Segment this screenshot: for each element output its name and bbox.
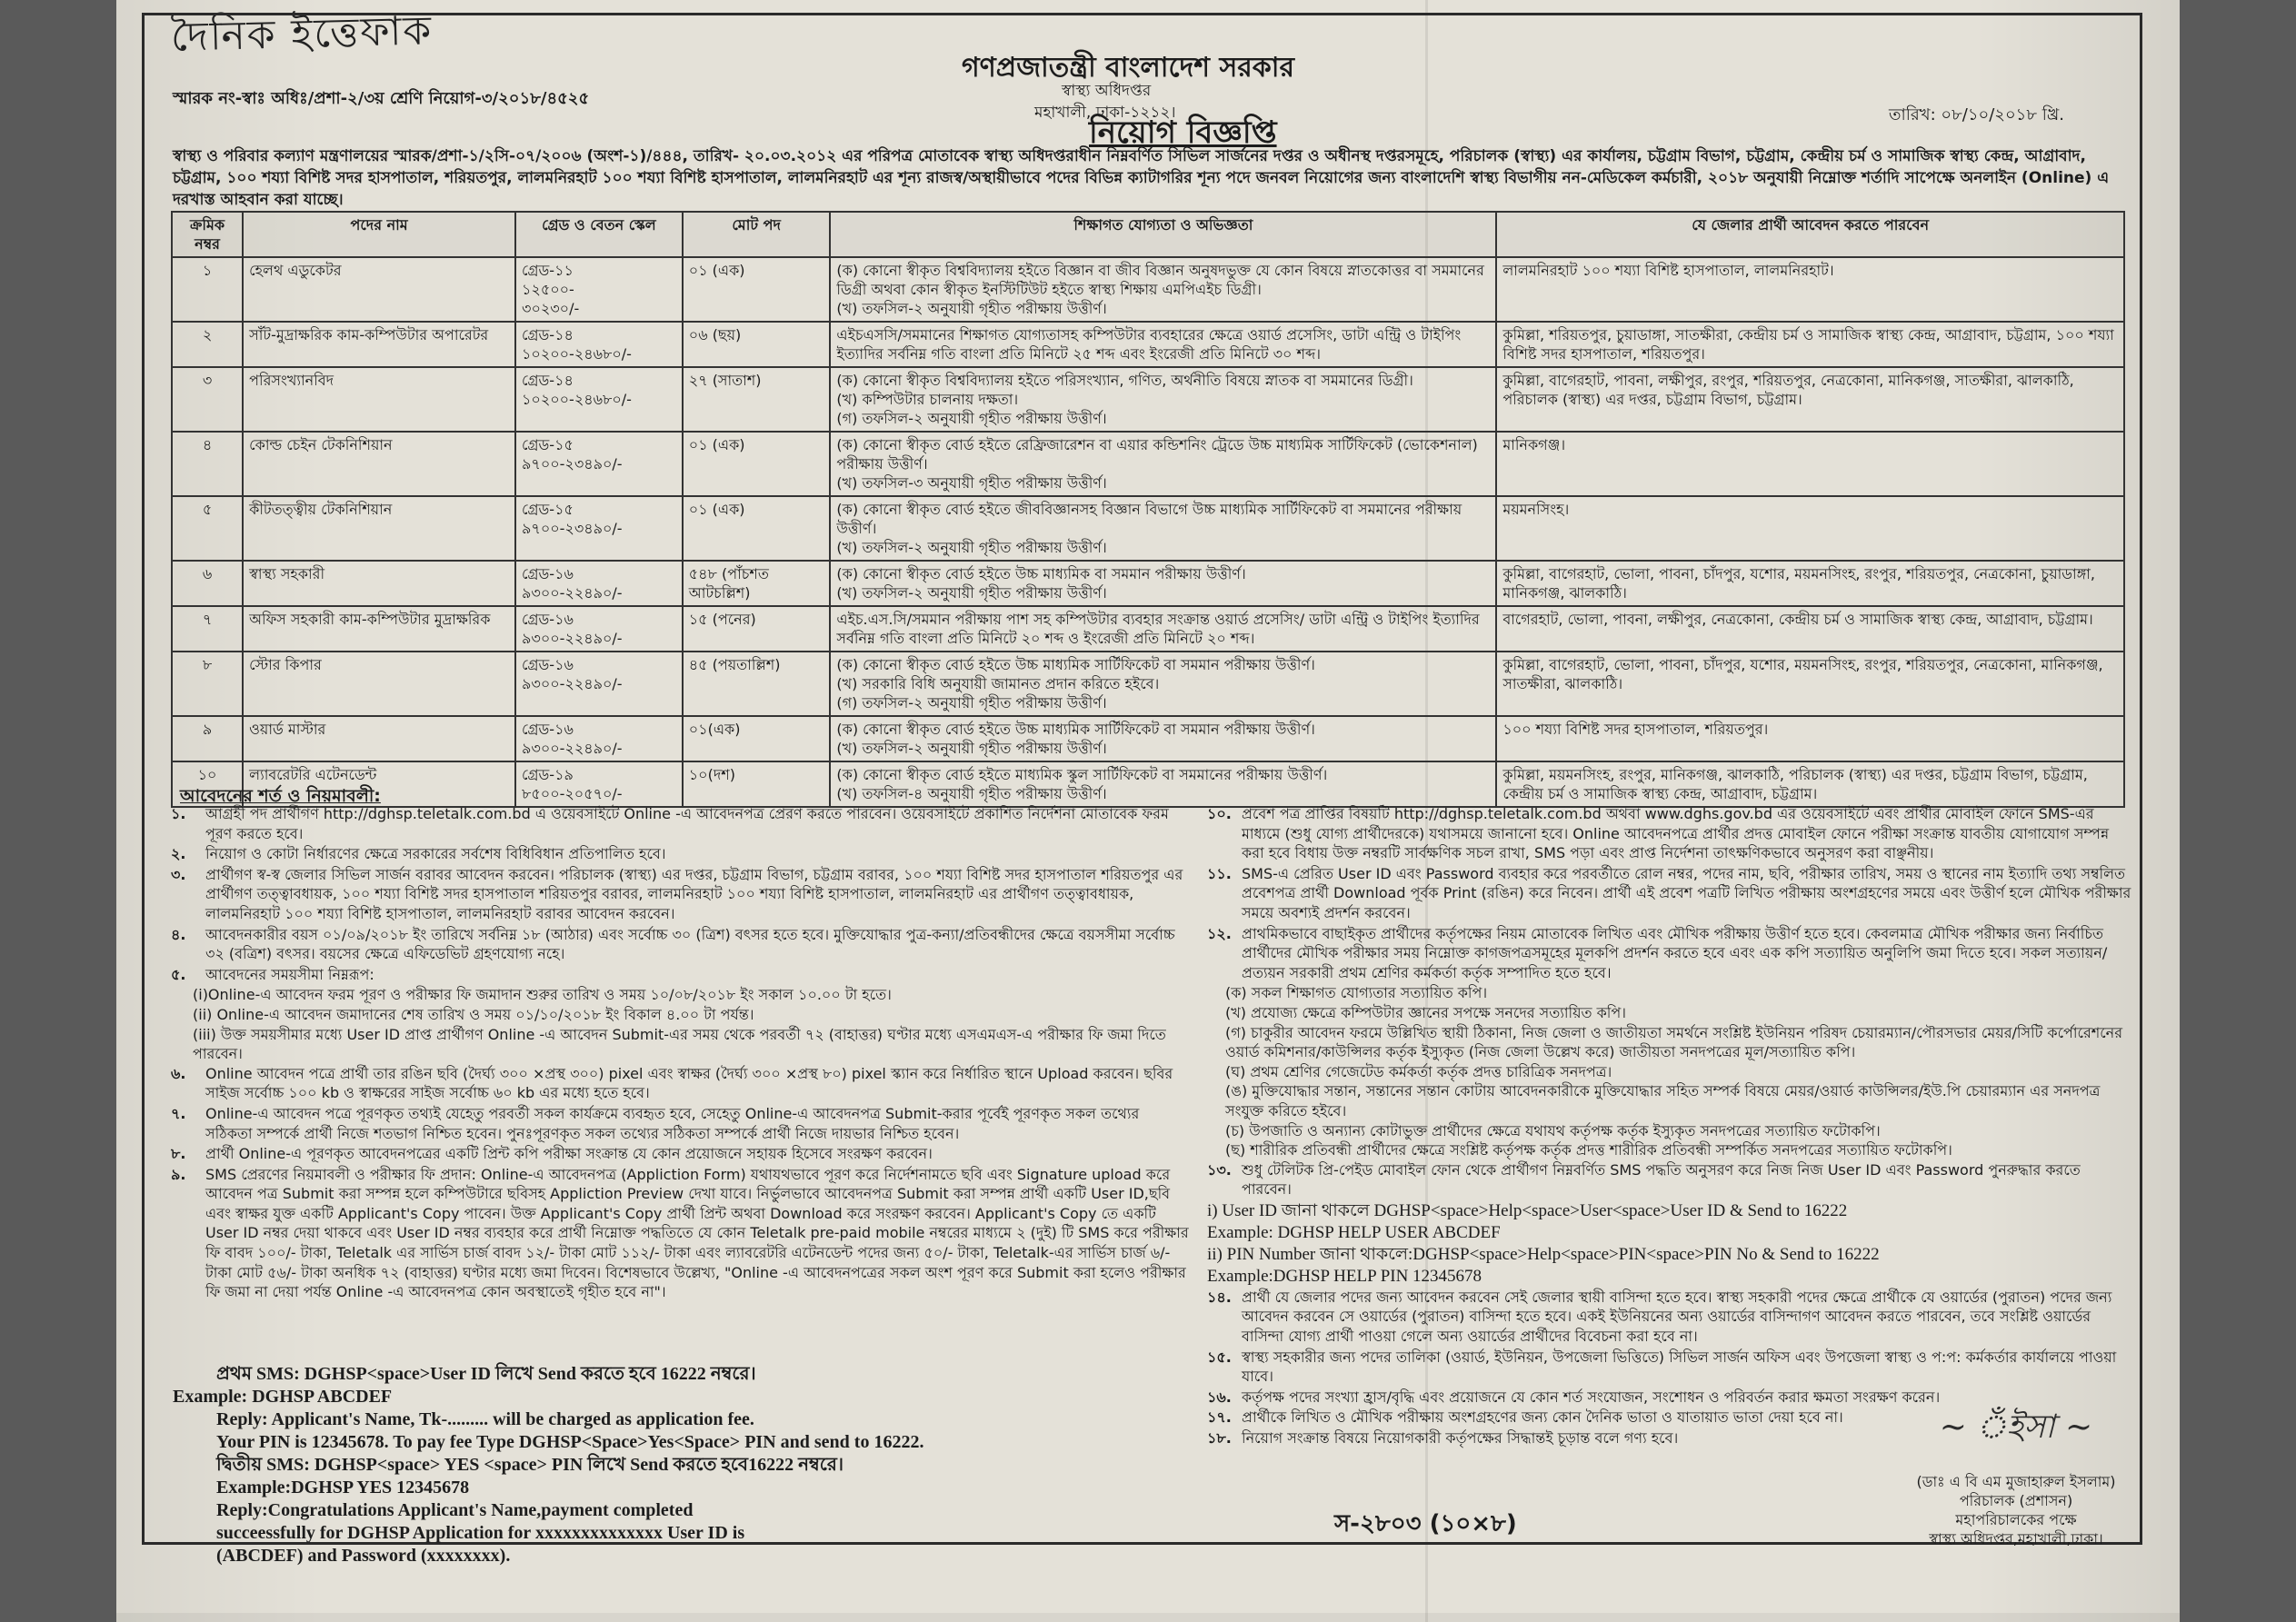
clause-number: ৩. [171, 865, 186, 883]
password-recovery-lines [1207, 1200, 2134, 1288]
sms-first: প্রথম SMS: DGHSP<space>User ID লিখে Send করতে হবে 16222 নম্বরে। [216, 1364, 756, 1384]
clause-number: ১৩. [1207, 1160, 1232, 1179]
clause-text: প্রার্থী যে জেলার পদের জন্য আবেদন করবেন সেই জেলার স্থায়ী বাসিন্দা হতে হবে। স্বাস্থ্য সহকারী পদের ক্ষেত্রে প্রার্থীকে যে ওয়ার্ডের (পুরাতন) পদের জন্য আবেদন করবেন সে ওয়ার্ডের (পুরাতন) বাসিন্দা হতে হবে। একই ইউনিয়নের অন্য ওয়ার্ডের বাসিন্দাগণ আবেদন করতে পারবেন, তবে সংশ্লিষ্ট ওয়ার্ডের বাসিন্দা যোগ্য প্রার্থী পাওয়া গেলে অন্য ওয়ার্ডের প্রার্থীদের বিবেচনা করা হবে না। [1242, 1288, 2112, 1346]
department-name: স্বাস্থ্য অধিদপ্তর [1062, 82, 1152, 100]
row-districts: কুমিল্লা, শরিয়তপুর, চুয়াডাঙ্গা, সাতক্ষীরা, কেন্দ্রীয় চর্ম ও সামাজিক স্বাস্থ্য কেন্দ্র, আগ্রাবাদ, চট্টগ্রাম, ১০০ শয্যা বিশিষ্ট সদর হাসপাতাল, শরিয়তপুর। [1496, 322, 2124, 367]
right-clauses [1207, 804, 2134, 982]
row-serial: ৯ [172, 716, 243, 761]
table-row [172, 432, 2124, 496]
sms-example-2: Example:DGHSP YES 12345678 [216, 1478, 470, 1498]
left-clauses-2 [171, 1064, 1189, 1302]
document-item: (ঙ) মুক্তিযোদ্ধার সন্তান, সন্তানের সন্তান কোটায় আবেদনকারীকে মুক্তিযোদ্ধার সহিত সম্পর্ক বিষয়ে মেয়র/ওয়ার্ড কাউন্সিলর/ইউ.পি চেয়ারম্যান এর সনদপত্র সংযুক্ত করিতে হইবে। [1225, 1082, 2101, 1119]
qualification-line: এইচএসসি/সমমানের শিক্ষাগত যোগ্যতাসহ কম্পিউটার ব্যবহারের ক্ষেত্রে ওয়ার্ড প্রসেসিং, ডাটা এন্ট্রি ও টাইপিং ইত্যাদির সর্বনিম্ন গতি বাংলা প্রতি মিনিটে ২৫ শব্দ এবং ইংরেজী প্রতি মিনিটে ৩০ শব্দ। [836, 326, 1462, 363]
clause-text: Online-এ আবেদন পত্রে পূরণকৃত তথ্যই যেহেতু পরবর্তী সকল কার্যক্রমে ব্যবহৃত হবে, সেহেতু Online-এ আবেদনপত্র Submit-করার পূর্বেই পূরণকৃত সকল তথ্যের সঠিকতা সম্পর্কে প্রার্থী নিজে শতভাগ নিশ্চিত হবেন। পুনঃপূরণকৃত সকল তথ্যের সঠিকতা সম্পর্কে প্রার্থী নিজে দায়ভার নিশ্চিত হবেন। [205, 1104, 1140, 1142]
sms-second: দ্বিতীয় SMS: DGHSP<space> YES <space> PIN লিখে Send করতে হবে16222 নম্বরে। [216, 1455, 844, 1475]
clause-number: ১২. [1207, 924, 1232, 942]
clause-number: ১১. [1207, 864, 1232, 882]
pay-scale-line: ৯৩০০-২২৪৯০/- [522, 740, 623, 757]
row-post-count: ১৫ (পনের) [683, 606, 831, 652]
pay-scale-line: গ্রেড-১৯ [522, 766, 574, 783]
signature-mark: ~ ঁইসা ~ [1939, 1408, 2093, 1446]
row-pay-scale [515, 761, 683, 807]
row-post-name: ল্যাবরেটরি এটেনডেন্ট [243, 761, 515, 807]
clause-number: ১. [171, 805, 186, 822]
qualification-line: (ক) কোনো স্বীকৃত বিশ্ববিদ্যালয় হইতে বিজ্ঞান বা জীব বিজ্ঞান অনুষদভুক্ত যে কোন বিষয়ে স্নাতকোত্তর বা সমমানের ডিগ্রী অথবা কোন স্বীকৃত ইনস্টিটিউট হইতে স্বাস্থ্য শিক্ষায় এমপিএইচ ডিগ্রী। [836, 262, 1484, 298]
clause-text: Online আবেদন পত্রে প্রার্থী তার রঙিন ছবি (দৈর্ঘ্য ৩০০ ×প্রস্থ ৩০০) pixel এবং স্বাক্ষর (দৈর্ঘ্য ৩০০ ×প্রস্থ ৮০) pixel স্ক্যান করে নির্ধারিত স্থানে Upload করবেন। ছবির সাইজ সর্বোচ্চ ১০০ kb ও স্বাক্ষরের সাইজ সর্বোচ্চ ৬০ kb এর মধ্যে হতে হবে। [205, 1064, 1173, 1102]
row-pay-scale [515, 432, 683, 496]
clause-text: আবেদনকারীর বয়স ০১/০৯/২০১৮ ইং তারিখে সর্বনিম্ন ১৮ (আঠার) এবং সর্বোচ্চ ৩০ (ত্রিশ) বৎসর হতে হবে। মুক্তিযোদ্ধার পুত্র-কন্যা/প্রতিবন্ধীদের ক্ষেত্রে বয়সসীমা সর্বোচ্চ ৩২ (বত্রিশ) বৎসর। বয়সের ক্ষেত্রে এফিডেভিট গ্রহণযোগ্য নহে। [205, 925, 1175, 963]
clause-number: ১৫. [1207, 1348, 1232, 1366]
condition-clause [1207, 1288, 2134, 1347]
condition-clause [1207, 864, 2134, 923]
conditions-title: আবেদনের শর্ত ও নিয়মাবলী: [180, 786, 381, 806]
condition-clause [171, 1165, 1189, 1302]
pay-scale-line: ৯৭০০-২৩৪৯০/- [522, 520, 623, 537]
condition-clause [1207, 1160, 2134, 1199]
clause-text: প্রার্থীকে লিখিত ও মৌখিক পরীক্ষায় অংশগ্রহণের জন্য কোন দৈনিক ভাতা ও যাতায়াত ভাতা দেয়া হবে না। [1242, 1408, 1843, 1427]
row-pay-scale [515, 606, 683, 652]
signatory-name: (ডাঃ এ বি এম মুজাহারুল ইসলাম) [1916, 1473, 2116, 1490]
qualification-line: (গ) তফসিল-২ অনুযায়ী গৃহীত পরীক্ষায় উত্তীর্ণ। [836, 410, 1107, 427]
qualification-line: (খ) তফসিল-২ অনুযায়ী গৃহীত পরীক্ষায় উত্তীর্ণ। [836, 740, 1107, 757]
table-row [172, 322, 2124, 367]
pay-scale-line: ৮৫০০-২০৫৭০/- [522, 785, 623, 802]
col-post-name: পদের নাম [243, 212, 515, 257]
sms-reply-2c: (ABCDEF) and Password (xxxxxxxx). [216, 1546, 511, 1566]
pay-scale-line: ১০২০০-২৪৬৮০/- [522, 391, 632, 408]
clause-text: প্রাথমিকভাবে বাছাইকৃত প্রার্থীদের কর্তৃপক্ষের নিয়ম মোতাবেক লিখিত এবং মৌখিক পরীক্ষায় উত্তীর্ণ হতে হবে। কেবলমাত্র মৌখিক পরীক্ষার জন্য নির্বাচিত প্রার্থীদের মৌখিক পরীক্ষার সময় নিম্নোক্ত কাগজপত্রসমূহের মূলকপি প্রদর্শন করতে হবে এবং এক কপি সত্যায়িত অনুলিপি জমা দিতে হবে। সকল সত্যায়ন/প্রত্যয়ন সরকারী প্রথম শ্রেণির কর্মকর্তা কর্তৃক সম্পাদিত হতে হবে। [1242, 924, 2108, 981]
clause-text: আবেদনের সময়সীমা নিম্নরূপ: [205, 965, 374, 983]
intro-paragraph: স্বাস্থ্য ও পরিবার কল্যাণ মন্ত্রণালয়ের স্মারক/প্রশা-১/২সি-০৭/২০০৬ (অংশ-১)/৪৪৪, তারিখ- ২০.০৩.২০১২ এর পরিপত্র মোতাবেক স্বাস্থ্য অধিদপ্তরাধীন নিম্নবর্ণিত সিভিল সার্জনের দপ্তর ও অধীনস্থ দপ্তরসমূহে, পরিচালক (স্বাস্থ্য) এর কার্যালয়, চট্টগ্রাম বিভাগ, চট্টগ্রাম, কেন্দ্রীয় চর্ম ও সামাজিক স্বাস্থ্য কেন্দ্র, আগ্রাবাদ, চট্টগ্রাম, ১০০ শয্যা বিশিষ্ট সদর হাসপাতাল, শরিয়তপুর, লালমনিরহাট ১০০ শয্যা বিশিষ্ট হাসপাতাল, লালমনিরহাট এর শূন্য রাজস্ব/অস্থায়ীভাবে পদের বিভিন্ন ক্যাটাগরির শূন্য পদে জনবল নিয়োগের জন্য বাংলাদেশি স্বাস্থ্য বিভাগীয় নন-মেডিকেল কর্মচারী, ২০১৮ অনুযায়ী নিম্নোক্ত শর্তাদি সাপেক্ষে অনলাইন (Online) এ দরখাস্ত আহবান করা যাচ্ছে। [173, 147, 2110, 209]
row-post-name: পরিসংখ্যানবিদ [243, 367, 515, 432]
ad-code: স-২৮০৩ (১০×৮) [1334, 1510, 1517, 1537]
clause-text: প্রবেশ পত্র প্রাপ্তির বিষয়টি http://dghsp.teletalk.com.bd অথবা www.dghs.gov.bd এর ওয়েবসাইটে এবং প্রার্থীর মোবাইল ফোনে SMS-এর মাধ্যমে (শুধু যোগ্য প্রার্থীদেরকে) যথাসময়ে জানানো হবে। Online আবেদনপত্রে প্রার্থীর প্রদত্ত মোবাইল ফোনে পরীক্ষা সংক্রান্ত যাবতীয় যোগাযোগ সম্পন্ন করা হবে বিধায় উক্ত নম্বরটি সার্বক্ষণিক সচল রাখা, SMS পড়া এবং প্রাপ্ত নির্দেশনা তাৎক্ষণিকভাবে অনুসরণ করা বাঞ্ছনীয়। [1242, 805, 2110, 862]
notice-title: নিয়োগ বিজ্ঞপ্তি [1089, 114, 1277, 151]
qualification-line: (গ) তফসিল-২ অনুযায়ী গৃহীত পরীক্ষায় উত্তীর্ণ। [836, 694, 1107, 711]
row-qualification [830, 561, 1496, 606]
pay-scale-line: গ্রেড-১৫ [522, 501, 574, 518]
document-item: (ছ) শারীরিক প্রতিবন্ধী প্রার্থীদের ক্ষেত্রে সংশ্লিষ্ট কর্তৃপক্ষ কর্তৃক প্রদত্ত শারীরিক প্রতিবন্ধী সম্পর্কিত সনদপত্রের সত্যায়িত ফটোকপি। [1225, 1141, 1952, 1159]
qualification-line: (ক) কোনো স্বীকৃত বোর্ড হইতে জীববিজ্ঞানসহ বিজ্ঞান বিভাগে উচ্চ মাধ্যমিক সার্টিফিকেট বা সমমানের পরীক্ষায় উত্তীর্ণ। [836, 501, 1462, 537]
row-serial: ২ [172, 322, 243, 367]
sms-example-1: Example: DGHSP ABCDEF [173, 1387, 393, 1407]
row-post-count: ০১ (এক) [683, 257, 831, 322]
row-post-count: ২৭ (সাতাশ) [683, 367, 831, 432]
clause-number: ১৪. [1207, 1288, 1232, 1306]
pay-scale-line: গ্রেড-১৬ [522, 565, 574, 582]
clause-text: প্রার্থী Online-এ পূরণকৃত আবেদনপত্রের একটি প্রিন্ট কপি পরীক্ষা সংক্রান্ত যে কোন প্রয়োজনে সহায়ক হিসেবে সংরক্ষণ করবেন। [205, 1145, 933, 1163]
col-post-count: মোট পদ [683, 212, 831, 257]
clause-number: ৫. [171, 965, 186, 983]
notice-date: তারিখ: ০৮/১০/২০১৮ খ্রি. [1889, 105, 2065, 124]
qualification-line: (ক) কোনো স্বীকৃত বোর্ড হইতে রেফ্রিজারেশন বা এয়ার কন্ডিশনিং ট্রেডে উচ্চ মাধ্যমিক সার্টিফিকেট (ভোকেশনাল) পরীক্ষায় উত্তীর্ণ। [836, 436, 1478, 473]
time-item: (iii) উক্ত সময়সীমার মধ্যে User ID প্রাপ্ত প্রার্থীগণ Online -এ আবেদন Submit-এর সময় থেকে পরবর্তী ৭২ (বাহাত্তর) ঘণ্টার মধ্যে এসএমএস-এ পরীক্ষার ফি জমা দিতে পারবেন। [193, 1025, 1166, 1063]
sms-reply-2: Reply:Congratulations Applicant's Name,payment completed [216, 1500, 694, 1520]
row-pay-scale [515, 652, 683, 716]
condition-clause [171, 865, 1189, 924]
pay-scale-line: ১০২০০-২৪৬৮০/- [522, 345, 632, 363]
clause-text: স্বাস্থ্য সহকারীর জন্য পদের তালিকা (ওয়ার্ড, ইউনিয়ন, উপজেলা ভিত্তিতে) সিভিল সার্জন অফিস এবং উপজেলা স্বাস্থ্য ও প:প: কর্মকর্তার কার্যালয়ে পাওয়া যাবে। [1242, 1348, 2117, 1386]
qualification-line: (খ) তফসিল-৪ অনুযায়ী গৃহীত পরীক্ষায় উত্তীর্ণ। [836, 785, 1107, 802]
row-post-name: হেলথ এডুকেটর [243, 257, 515, 322]
documents-list [1207, 983, 2134, 1159]
conditions-right-column [1207, 804, 2134, 1449]
row-post-count: ০৬ (ছয়) [683, 322, 831, 367]
condition-clause [171, 1144, 1189, 1164]
pay-scale-line: গ্রেড-১৬ [522, 656, 574, 673]
row-serial: ৪ [172, 432, 243, 496]
row-qualification [830, 716, 1496, 761]
row-pay-scale [515, 257, 683, 322]
pay-scale-line: ৯৩০০-২২৪৯০/- [522, 584, 623, 602]
clause-text: কর্তৃপক্ষ পদের সংখ্যা হ্রাস/বৃদ্ধি এবং প্রয়োজনে যে কোন শর্ত সংযোজন, সংশোধন ও পরিবর্তন করার ক্ষমতা সংরক্ষণ করেন। [1242, 1388, 1941, 1406]
table-row [172, 561, 2124, 606]
department-address: মহাখালী, ঢাকা-১২১২। [1034, 104, 1176, 122]
table-header-row [172, 212, 2124, 257]
pay-scale-line: ৯৩০০-২২৪৯০/- [522, 630, 623, 647]
row-serial: ৮ [172, 652, 243, 716]
row-districts: ১০০ শয্যা বিশিষ্ট সদর হাসপাতাল, শরিয়তপুর। [1496, 716, 2124, 761]
newspaper-page [116, 0, 2180, 1622]
row-qualification [830, 367, 1496, 432]
clause-text: নিয়োগ সংক্রান্ত বিষয়ে নিয়োগকারী কর্তৃপক্ষের সিদ্ধান্তই চূড়ান্ত বলে গণ্য হবে। [1242, 1429, 1679, 1448]
qualification-line: (খ) সরকারি বিধি অনুযায়ী জামানত প্রদান করিতে হইবে। [836, 675, 1160, 692]
clause-number: ১৬. [1207, 1388, 1232, 1406]
pay-scale-line: গ্রেড-১৬ [522, 721, 574, 738]
row-post-name: অফিস সহকারী কাম-কম্পিউটার মুদ্রাক্ষরিক [243, 606, 515, 652]
document-item: (ক) সকল শিক্ষাগত যোগ্যতার সত্যায়িত কপি। [1225, 984, 1488, 1002]
time-items [171, 985, 1189, 1063]
condition-clause [1207, 924, 2134, 983]
signatory-office: স্বাস্থ্য অধিদপ্তর,মহাখালী,ঢাকা। [1929, 1530, 2103, 1547]
pay-scale-line: গ্রেড-১৬ [522, 611, 574, 628]
table-row [172, 496, 2124, 561]
row-post-name: স্বাস্থ্য সহকারী [243, 561, 515, 606]
row-pay-scale [515, 561, 683, 606]
row-districts: কুমিল্লা, ময়মনসিংহ, রংপুর, মানিকগঞ্জ, ঝালকাঠি, পরিচালক (স্বাস্থ্য) এর দপ্তর, চট্টগ্রাম বিভাগ, চট্টগ্রাম, কেন্দ্রীয় চর্ম ও সামাজিক স্বাস্থ্য কেন্দ্র, আগ্রাবাদ, চট্টগ্রাম। [1496, 761, 2124, 807]
qualification-line: (খ) তফসিল-২ অনুযায়ী গৃহীত পরীক্ষায় উত্তীর্ণ। [836, 300, 1107, 317]
col-districts: যে জেলার প্রার্থী আবেদন করতে পারবেন [1496, 212, 2124, 257]
row-post-name: সাঁট-মুদ্রাক্ষরিক কাম-কম্পিউটার অপারেটর [243, 322, 515, 367]
pay-scale-line: গ্রেড-১৫ [522, 436, 574, 453]
qualification-line: (ক) কোনো স্বীকৃত বিশ্ববিদ্যালয় হইতে পরিসংখ্যান, গণিত, অর্থনীতি বিষয়ে স্নাতক বা সমমানের ডিগ্রী। [836, 372, 1413, 389]
row-pay-scale [515, 496, 683, 561]
sms-reply-1b: Your PIN is 12345678. To pay fee Type DGHSP<Space>Yes<Space> PIN and send to 16222. [216, 1432, 924, 1452]
pay-scale-line: গ্রেড-১১ [522, 262, 574, 279]
vacancy-table [171, 211, 2125, 808]
row-districts: কুমিল্লা, বাগেরহাট, ভোলা, পাবনা, চাঁদপুর, যশোর, ময়মনসিংহ, রংপুর, শরিয়তপুর, নেত্রকোনা, মানিকগঞ্জ, সাতক্ষীরা, ঝালকাঠি। [1496, 652, 2124, 716]
left-clauses [171, 804, 1189, 984]
row-serial: ৭ [172, 606, 243, 652]
memo-number: স্মারক নং-স্বাঃ অধিঃ/প্রশা-২/৩য় শ্রেণি নিয়োগ-৩/২০১৮/৪৫২৫ [173, 89, 590, 108]
qualification-line: (ক) কোনো স্বীকৃত বোর্ড হইতে উচ্চ মাধ্যমিক সার্টিফিকেট বা সমমান পরীক্ষায় উত্তীর্ণ। [836, 721, 1315, 738]
document-item: (চ) উপজাতি ও অন্যান্য কোটাভুক্ত প্রার্থীদের ক্ষেত্রে যথাযথ কর্তৃপক্ষ কর্তৃক ইস্যুকৃত সনদপত্রের সত্যায়িত ফটোকপি। [1225, 1121, 1881, 1139]
clause-number: ২. [171, 845, 186, 863]
clause-text: SMS প্রেরণের নিয়মাবলী ও পরীক্ষার ফি প্রদান: Online-এ আবেদনপত্র (Appliction Form) যথাযথভাবে পূরণ করে নির্দেশনামতে ছবি এবং Signature upload করে আবেদন পত্র Submit করা সম্পন্ন হলে কম্পিউটারে ছবিসহ Appliction Preview দেখা যাবে। নির্ভুলভাবে আবেদনপত্র Submit করা সম্পন্ন প্রার্থী একটি User ID,ছবি এবং স্বাক্ষর যুক্ত একটি Applicant's Copy পাবেন। উক্ত Applicant's Copy প্রার্থী প্রিন্ট অথবা Download করে সংরক্ষণ করবেন। Applicant's Copy তে একটি User ID নম্বর দেয়া থাকবে এবং User ID নম্বর ব্যবহার করে প্রার্থী নিম্নোক্ত পদ্ধতিতে যে কোন Teletalk pre-paid mobile নম্বরের মাধ্যমে ২ (দুই) টি SMS করে পরীক্ষার ফি বাবদ ১০০/- টাকা, Teletalk এর সার্ভিস চার্জ বাবদ ১২/- টাকা মোট ১১২/- টাকা এবং ল্যাবরেটরি এটেনডেন্ট পদের জন্য ৫০/- টাকা, Teletalk-এর সার্ভিস চার্জ ৬/- টাকা মোট ৫৬/- টাকা অনধিক ৭২ (বাহাত্তর) ঘণ্টার মধ্যে জমা দিবেন। বিশেষভাবে উল্লেখ্য, "Online -এ আবেদনপত্রের সকল অংশ পূরণ করে Submit করা হলেও পরীক্ষার ফি জমা না দেয়া পর্যন্ত Online -এ আবেদনপত্র কোন অবস্থাতেই গৃহীত হবে না"। [205, 1165, 1189, 1301]
pay-scale-line: গ্রেড-১৪ [522, 372, 574, 389]
col-serial: ক্রমিক নম্বর [172, 212, 243, 257]
handwritten-note: দৈনিক ইত্তেফাক [170, 7, 434, 61]
row-qualification [830, 761, 1496, 807]
row-post-name: কীটতত্ত্বীয় টেকনিশিয়ান [243, 496, 515, 561]
condition-clause [1207, 1388, 2134, 1408]
table-row [172, 761, 2124, 807]
qualification-line: (খ) তফসিল-৩ অনুযায়ী গৃহীত পরীক্ষায় উত্তীর্ণ। [836, 474, 1107, 492]
clause-number: ১৭. [1207, 1408, 1232, 1427]
col-pay-scale: গ্রেড ও বেতন স্কেল [515, 212, 683, 257]
table-row [172, 257, 2124, 322]
clause-text: প্রার্থীগণ স্ব-স্ব জেলার সিভিল সার্জন বরাবর আবেদন করবেন। পরিচালক (স্বাস্থ্য) এর দপ্তর, চট্টগ্রাম বিভাগ, চট্টগ্রাম বরাবর, ১০০ শয্যা বিশিষ্ট সদর হাসপাতাল শরিয়তপুর এর প্রার্থীগণ তত্ত্বাবধায়ক, ১০০ শয্যা বিশিষ্ট সদর হাসপাতাল শরিয়তপুর বরাবর, লালমনিরহাট ১০০ শয্যা বিশিষ্ট হাসপাতাল, লালমনিরহাট এর প্রার্থীগণ তত্ত্বাবধায়ক, লালমনিরহাট ১০০ শয্যা বিশিষ্ট হাসপাতাল, লালমনিরহাট বরাবর আবেদন করবেন। [205, 865, 1183, 922]
row-post-count: ০১ (এক) [683, 496, 831, 561]
row-post-count: ৫৪৮ (পাঁচশত আটচল্লিশ) [683, 561, 831, 606]
clause-number: ১০. [1207, 805, 1232, 822]
clause-text: SMS-এ প্রেরিত User ID এবং Password ব্যবহার করে পরবর্তীতে রোল নম্বর, পদের নাম, ছবি, পরীক্ষার তারিখ, সময় ও স্থানের নাম ইত্যাদি তথ্য সম্বলিত প্রবেশপত্র প্রার্থী Download পূর্বক Print (রঙিন) করে নিবেন। প্রার্থী এই প্রবেশ পত্রটি লিখিত পরীক্ষায় অংশগ্রহণের সময়ে এবং উত্তীর্ণ হলে মৌখিক পরীক্ষার সময়ে অবশ্যই প্রদর্শন করবেন। [1242, 864, 2131, 921]
row-pay-scale [515, 716, 683, 761]
row-post-name: কোল্ড চেইন টেকনিশিয়ান [243, 432, 515, 496]
row-districts: মানিকগঞ্জ। [1496, 432, 2124, 496]
row-serial: ৫ [172, 496, 243, 561]
row-post-name: ওয়ার্ড মাস্টার [243, 716, 515, 761]
qualification-line: এইচ.এস.সি/সমমান পরীক্ষায় পাশ সহ কম্পিউটার ব্যবহার সংক্রান্ত ওয়ার্ড প্রসেসিং/ ডাটা এন্ট্রি ও টাইপিং ইত্যাদির সর্বনিম্ন গতি বাংলা প্রতি মিনিটে ২০ শব্দ ও ইংরেজী প্রতি মিনিটে ২০ শব্দ। [836, 611, 1480, 647]
condition-clause [171, 965, 1189, 985]
row-post-count: ০১ (এক) [683, 432, 831, 496]
pay-scale-line: ৯৩০০-২২৪৯০/- [522, 675, 623, 692]
sms-reply-1: Reply: Applicant's Name, Tk-......... will be charged as application fee. [216, 1409, 754, 1429]
qualification-line: (ক) কোনো স্বীকৃত বোর্ড হইতে উচ্চ মাধ্যমিক সার্টিফিকেট বা সমমান পরীক্ষায় উত্তীর্ণ। [836, 656, 1315, 673]
row-qualification [830, 606, 1496, 652]
row-pay-scale [515, 322, 683, 367]
document-item: (ঘ) প্রথম শ্রেণির গেজেটেড কর্মকর্তা কর্তৃক প্রদত্ত চারিত্রিক সনদপত্র। [1225, 1062, 1612, 1080]
condition-clause [1207, 1348, 2134, 1387]
qualification-line: (খ) তফসিল-২ অনুযায়ী গৃহীত পরীক্ষায় উত্তীর্ণ। [836, 584, 1107, 602]
time-item: (ii) Online-এ আবেদন জমাদানের শেষ তারিখ ও সময় ০১/১০/২০১৮ ইং বিকাল ৪.০০ টা পর্যন্ত। [193, 1005, 754, 1023]
row-serial: ১ [172, 257, 243, 322]
row-districts: লালমনিরহাট ১০০ শয্যা বিশিষ্ট হাসপাতাল, লালমনিরহাট। [1496, 257, 2124, 322]
government-title: গণপ্রজাতন্ত্রী বাংলাদেশ সরকার [962, 52, 1294, 84]
row-post-count: ০১(এক) [683, 716, 831, 761]
page-bottom-strip [116, 1613, 2180, 1622]
row-qualification [830, 322, 1496, 367]
clause-number: ১৮. [1207, 1429, 1232, 1448]
clause-number: ৪. [171, 925, 186, 943]
pay-scale-line: ১২৫০০- [522, 281, 574, 298]
row-post-name: স্টোর কিপার [243, 652, 515, 716]
vacancy-rows [172, 257, 2124, 807]
row-serial: ৬ [172, 561, 243, 606]
row-post-count: ৪৫ (পয়তাল্লিশ) [683, 652, 831, 716]
clause-text: আগ্রহী পদ প্রার্থীগণ http://dghsp.teletalk.com.bd এ ওয়েবসাইটে Online -এ আবেদনপত্র প্রেরণ করতে পারবেন। ওয়েবসাইটে প্রকাশিত নির্দেশনা মোতাবেক ফরম পূরণ করতে হবে। [205, 805, 1169, 842]
clause-number: ৯. [171, 1165, 186, 1183]
row-districts: কুমিল্লা, বাগেরহাট, ভোলা, পাবনা, চাঁদপুর, যশোর, ময়মনসিংহ, রংপুর, শরিয়তপুর, নেত্রকোনা, চুয়াডাঙ্গা, মানিকগঞ্জ, ঝালকাঠি। [1496, 561, 2124, 606]
row-qualification [830, 257, 1496, 322]
recovery-line: i) User ID জানা থাকলে DGHSP<space>Help<space>User<space>User ID & Send to 16222 [1207, 1200, 1848, 1220]
table-row [172, 652, 2124, 716]
row-qualification [830, 432, 1496, 496]
condition-clause [171, 925, 1189, 964]
signature-block [1907, 1408, 2125, 1548]
condition-clause [171, 1104, 1189, 1143]
recovery-line: ii) PIN Number জানা থাকলে:DGHSP<space>Help<space>PIN<space>PIN No & Send to 16222 [1207, 1244, 1880, 1264]
table-row [172, 367, 2124, 432]
row-districts: বাগেরহাট, ভোলা, পাবনা, লক্ষীপুর, নেত্রকোনা, কেন্দ্রীয় চর্ম ও সামাজিক স্বাস্থ্য কেন্দ্র, আগ্রাবাদ, চট্টগ্রাম। [1496, 606, 2124, 652]
table-row [172, 606, 2124, 652]
signatory-for: মহাপরিচালকের পক্ষে [1955, 1511, 2077, 1528]
sms-reply-2b: succeessfully for DGHSP Application for xxxxxxxxxxxxxx User ID is [216, 1523, 745, 1543]
condition-clause [171, 1064, 1189, 1103]
pay-scale-line: গ্রেড-১৪ [522, 326, 574, 343]
qualification-line: (ক) কোনো স্বীকৃত বোর্ড হইতে মাধ্যমিক স্কুল সার্টিফিকেট বা সমমানের পরীক্ষায় উত্তীর্ণ। [836, 766, 1328, 783]
condition-clause [171, 804, 1189, 843]
qualification-line: (খ) কম্পিউটার চালনায় দক্ষতা। [836, 391, 1019, 408]
qualification-line: (খ) তফসিল-২ অনুযায়ী গৃহীত পরীক্ষায় উত্তীর্ণ। [836, 539, 1107, 556]
clause-number: ৭. [171, 1104, 186, 1122]
conditions-left-column [171, 804, 1189, 1303]
row-serial: ১০ [172, 761, 243, 807]
document-item: (গ) চাকুরীর আবেদন ফরমে উল্লিখিত স্থায়ী ঠিকানা, নিজ জেলা ও জাতীয়তা সমর্থনে সংশ্লিষ্ট ইউনিয়ন পরিষদ চেয়ারম্যান/পৌরসভার মেয়র/সিটি কর্পোরেশনের ওয়ার্ড কমিশনার/কাউন্সিলর কর্তৃক ইস্যুকৃত (নিজ জেলা উল্লেখ করে) জাতীয়তা সনদপত্রের মূল/সত্যায়িত কপি। [1225, 1023, 2123, 1061]
table-row [172, 716, 2124, 761]
pay-scale-line: ৩০২৩০/- [522, 300, 580, 317]
col-qualification: শিক্ষাগত যোগ্যতা ও অভিজ্ঞতা [830, 212, 1496, 257]
signatory-designation: পরিচালক (প্রশাসন) [1959, 1492, 2073, 1509]
recovery-line: Example: DGHSP HELP USER ABCDEF [1207, 1222, 1501, 1242]
condition-clause [1207, 804, 2134, 863]
right-clauses-2 [1207, 1160, 2134, 1199]
clause-text: শুধু টেলিটক প্রি-পেইড মোবাইল ফোন থেকে প্রার্থীগণ নিম্নবর্ণিত SMS পদ্ধতি অনুসরণ করে নিজ নিজ User ID এবং Password পুনরুদ্ধার করতে পারবেন। [1242, 1160, 2081, 1199]
row-post-count: ১০(দশ) [683, 761, 831, 807]
sms-instructions [173, 1363, 1191, 1567]
row-districts: ময়মনসিংহ। [1496, 496, 2124, 561]
row-qualification [830, 496, 1496, 561]
qualification-line: (ক) কোনো স্বীকৃত বোর্ড হইতে উচ্চ মাধ্যমিক বা সমমান পরীক্ষায় উত্তীর্ণ। [836, 565, 1246, 582]
row-pay-scale [515, 367, 683, 432]
clause-text: নিয়োগ ও কোটা নির্ধারণের ক্ষেত্রে সরকারের সর্বশেষ বিধিবিধান প্রতিপালিত হবে। [205, 845, 666, 863]
time-item: (i)Online-এ আবেদন ফরম পূরণ ও পরীক্ষার ফি জমাদান শুরুর তারিখ ও সময় ১০/০৮/২০১৮ ইং সকাল ১০.০০ টা হতে। [193, 986, 892, 1004]
condition-clause [171, 844, 1189, 864]
clause-number: ৬. [171, 1064, 186, 1082]
recovery-line: Example:DGHSP HELP PIN 12345678 [1207, 1266, 1482, 1286]
document-item: (খ) প্রযোজ্য ক্ষেত্রে কম্পিউটার জ্ঞানের সপক্ষে সনদের সত্যায়িত কপি। [1225, 1003, 1626, 1021]
row-serial: ৩ [172, 367, 243, 432]
row-qualification [830, 652, 1496, 716]
clause-number: ৮. [171, 1145, 186, 1163]
row-districts: কুমিল্লা, বাগেরহাট, পাবনা, লক্ষীপুর, রংপুর, শরিয়তপুর, নেত্রকোনা, মানিকগঞ্জ, সাতক্ষীরা, ঝালকাঠি, পরিচালক (স্বাস্থ্য) এর দপ্তর, চট্টগ্রাম বিভাগ, চট্টগ্রাম। [1496, 367, 2124, 432]
pay-scale-line: ৯৭০০-২৩৪৯০/- [522, 455, 623, 473]
